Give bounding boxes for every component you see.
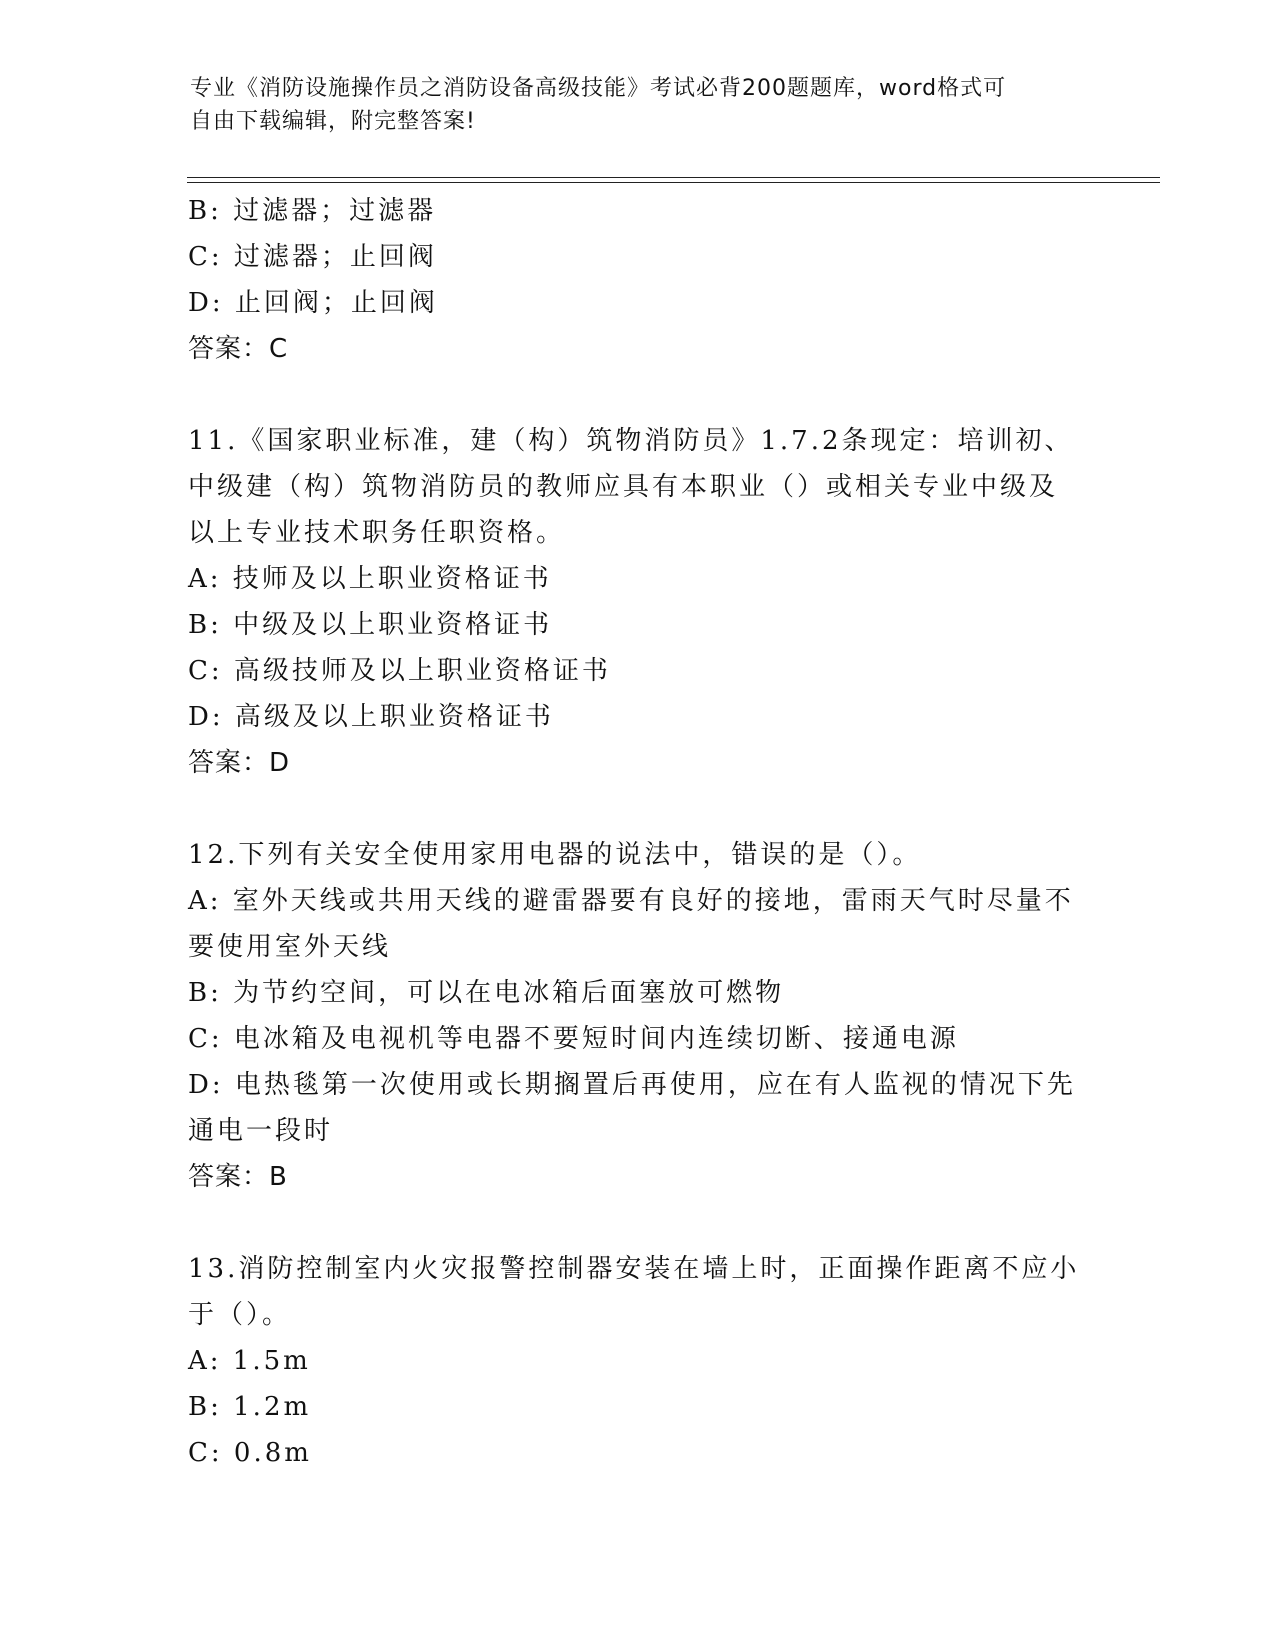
header-line-1: 专业《消防设施操作员之消防设备高级技能》考试必背200题题库，word格式可 bbox=[190, 76, 1007, 101]
q13-option-b: B: 1.2m bbox=[188, 1392, 312, 1422]
q12-stem-line-1: 12.下列有关安全使用家用电器的说法中，错误的是（）。 bbox=[188, 840, 922, 870]
q11-answer: 答案：D bbox=[188, 748, 291, 778]
question-12-block bbox=[188, 832, 1088, 1200]
question-11-block bbox=[188, 418, 1088, 786]
question-10-block bbox=[188, 188, 1088, 372]
q12-option-d-line-1: D: 电热毯第一次使用或长期搁置后再使用，应在有人监视的情况下先 bbox=[188, 1070, 1076, 1100]
q13-option-a: A: 1.5m bbox=[188, 1346, 311, 1376]
spacer bbox=[188, 786, 1088, 832]
q10-answer: 答案：C bbox=[188, 334, 289, 364]
q12-option-a-line-1: A: 室外天线或共用天线的避雷器要有良好的接地，雷雨天气时尽量不 bbox=[188, 886, 1074, 916]
spacer bbox=[188, 372, 1088, 418]
q12-option-d-line-2: 通电一段时 bbox=[188, 1116, 334, 1146]
q11-option-c: C: 高级技师及以上职业资格证书 bbox=[188, 656, 611, 686]
question-content bbox=[188, 188, 1088, 1476]
spacer bbox=[188, 1200, 1088, 1246]
q10-option-c: C: 过滤器；止回阀 bbox=[188, 242, 437, 272]
header-line-2: 自由下载编辑，附完整答案! bbox=[190, 109, 476, 134]
q10-option-b: B: 过滤器；过滤器 bbox=[188, 196, 437, 226]
q12-option-c: C: 电冰箱及电视机等电器不要短时间内连续切断、接通电源 bbox=[188, 1024, 959, 1054]
q10-option-d: D: 止回阀；止回阀 bbox=[188, 288, 438, 318]
q13-option-c: C: 0.8m bbox=[188, 1438, 312, 1468]
q13-stem-line-1: 13.消防控制室内火灾报警控制器安装在墙上时，正面操作距离不应小 bbox=[188, 1254, 1080, 1284]
q11-option-b: B: 中级及以上职业资格证书 bbox=[188, 610, 553, 640]
q12-option-a-line-2: 要使用室外天线 bbox=[188, 932, 392, 962]
q11-stem-line-3: 以上专业技术职务任职资格。 bbox=[188, 518, 566, 548]
header-divider-top bbox=[187, 177, 1160, 178]
document-header bbox=[190, 72, 1090, 138]
question-13-block bbox=[188, 1246, 1088, 1476]
q12-answer: 答案：B bbox=[188, 1162, 288, 1192]
q13-stem-line-2: 于（）。 bbox=[188, 1300, 292, 1330]
header-divider-bottom bbox=[187, 182, 1160, 183]
q12-option-b: B: 为节约空间，可以在电冰箱后面塞放可燃物 bbox=[188, 978, 785, 1008]
q11-option-d: D: 高级及以上职业资格证书 bbox=[188, 702, 554, 732]
q11-stem-line-2: 中级建（构）筑物消防员的教师应具有本职业（）或相关专业中级及 bbox=[188, 472, 1059, 502]
q11-stem-line-1: 11.《国家职业标准，建（构）筑物消防员》1.7.2条现定：培训初、 bbox=[188, 426, 1074, 456]
q11-option-a: A: 技师及以上职业资格证书 bbox=[188, 564, 552, 594]
